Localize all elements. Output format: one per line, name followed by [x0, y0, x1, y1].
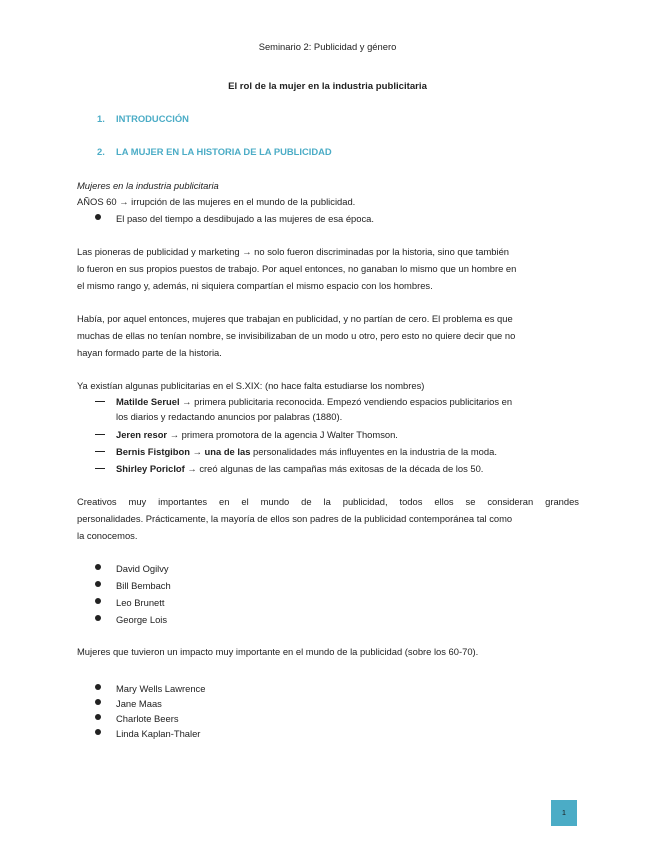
pioneer-desc-cont: los diarios y redactando anuncios por palabras (1880).: [116, 411, 343, 422]
women-item: Linda Kaplan-Thaler: [116, 728, 201, 739]
pioneer-name: Bernis Fistgibon: [116, 446, 190, 457]
dash-marker: [95, 434, 105, 435]
pioneer-item: [116, 428, 398, 441]
pioneers-intro: Ya existían algunas publicitarias en el S.XIX: (no hace falta estudiarse los nombres): [77, 380, 425, 391]
arrow-icon: →: [187, 463, 197, 474]
women-item: Jane Maas: [116, 698, 162, 709]
decade-bullet-text: El paso del tiempo a desdibujado a las mujeres de esa época.: [116, 213, 374, 224]
paragraph-line: el mismo rango y, además, ni siquiera compartían el mismo espacio con los hombres.: [77, 280, 433, 291]
pioneer-name: Jeren resor: [116, 429, 168, 440]
bullet-dot: [95, 214, 101, 220]
heading-text: LA MUJER EN LA HISTORIA DE LA PUBLICIDAD: [116, 146, 332, 157]
page-header: Seminario 2: Publicidad y género: [258, 41, 397, 52]
heading-number: 1.: [97, 113, 105, 124]
dash-marker: [95, 401, 105, 402]
creative-item: George Lois: [116, 614, 168, 625]
pioneer-item: [116, 395, 512, 408]
arrow-icon: →: [169, 429, 180, 440]
heading-number: 2.: [97, 146, 105, 157]
pioneer-desc: primera publicitaria reconocida. Empezó vendiendo espacios publicitarios en: [191, 396, 513, 407]
bullet-dot: [95, 598, 101, 604]
decade-line: AÑOS 60 → irrupción de las mujeres en el mundo de la publicidad.: [77, 196, 356, 207]
paragraph-line: personalidades. Prácticamente, la mayoría de ellos son padres de la publicidad contemporánea tal como: [77, 513, 513, 524]
paragraph-line: lo fueron en sus propios puestos de trabajo. Por aquel entonces, no ganaban lo mismo que un hombre en: [77, 263, 517, 274]
women-item: Mary Wells Lawrence: [116, 683, 206, 694]
bullet-dot: [95, 699, 101, 705]
pioneer-name: Matilde Seruel: [116, 396, 180, 407]
creative-item: Bill Bembach: [116, 580, 171, 591]
bullet-dot: [95, 615, 101, 621]
document-title: El rol de la mujer en la industria publicitaria: [228, 81, 427, 92]
paragraph-line: muchas de ellas no tenían nombre, se invisibilizaban de un modo u otro, pero esto no quiere decir que no: [77, 330, 516, 341]
pioneer-name: Shirley Poriclof: [116, 463, 185, 474]
women-intro: Mujeres que tuvieron un impacto muy importante en el mundo de la publicidad (sobre los 60-70).: [77, 646, 479, 657]
pioneer-desc: creó algunas de las campañas más exitosas de la década de los 50.: [196, 463, 484, 474]
paragraph-line: Las pioneras de publicidad y marketing → no solo fueron discriminadas por la historia, sino que también: [77, 246, 510, 257]
pioneer-desc: primera promotora de la agencia J Walter Thomson.: [179, 429, 398, 440]
page-number: 1: [551, 800, 577, 826]
arrow-icon: →: [192, 446, 202, 457]
pioneer-bold-extra: una de las: [201, 446, 251, 457]
pioneer-desc: personalidades más influyentes en la industria de la moda.: [250, 446, 497, 457]
paragraph-line: Había, por aquel entonces, mujeres que trabajan en publicidad, y no partían de cero. El problema es que: [77, 313, 513, 324]
creative-item: David Ogilvy: [116, 563, 169, 574]
subheading: Mujeres en la industria publicitaria: [77, 180, 219, 191]
bullet-dot: [95, 564, 101, 570]
paragraph-line: Creativos muy importantes en el mundo de la publicidad, todos ellos se consideran grandes: [77, 496, 579, 507]
paragraph-line: hayan formado parte de la historia.: [77, 347, 222, 358]
pioneer-item: [116, 462, 483, 475]
women-item: Charlote Beers: [116, 713, 179, 724]
paragraph-line: la conocemos.: [77, 530, 138, 541]
dash-marker: [95, 451, 105, 452]
creative-item: Leo Brunett: [116, 597, 165, 608]
bullet-dot: [95, 581, 101, 587]
arrow-icon: →: [182, 396, 192, 407]
bullet-dot: [95, 714, 101, 720]
pioneer-item: [116, 445, 497, 458]
bullet-dot: [95, 684, 101, 690]
bullet-dot: [95, 729, 101, 735]
heading-text: INTRODUCCIÓN: [116, 113, 189, 124]
dash-marker: [95, 468, 105, 469]
